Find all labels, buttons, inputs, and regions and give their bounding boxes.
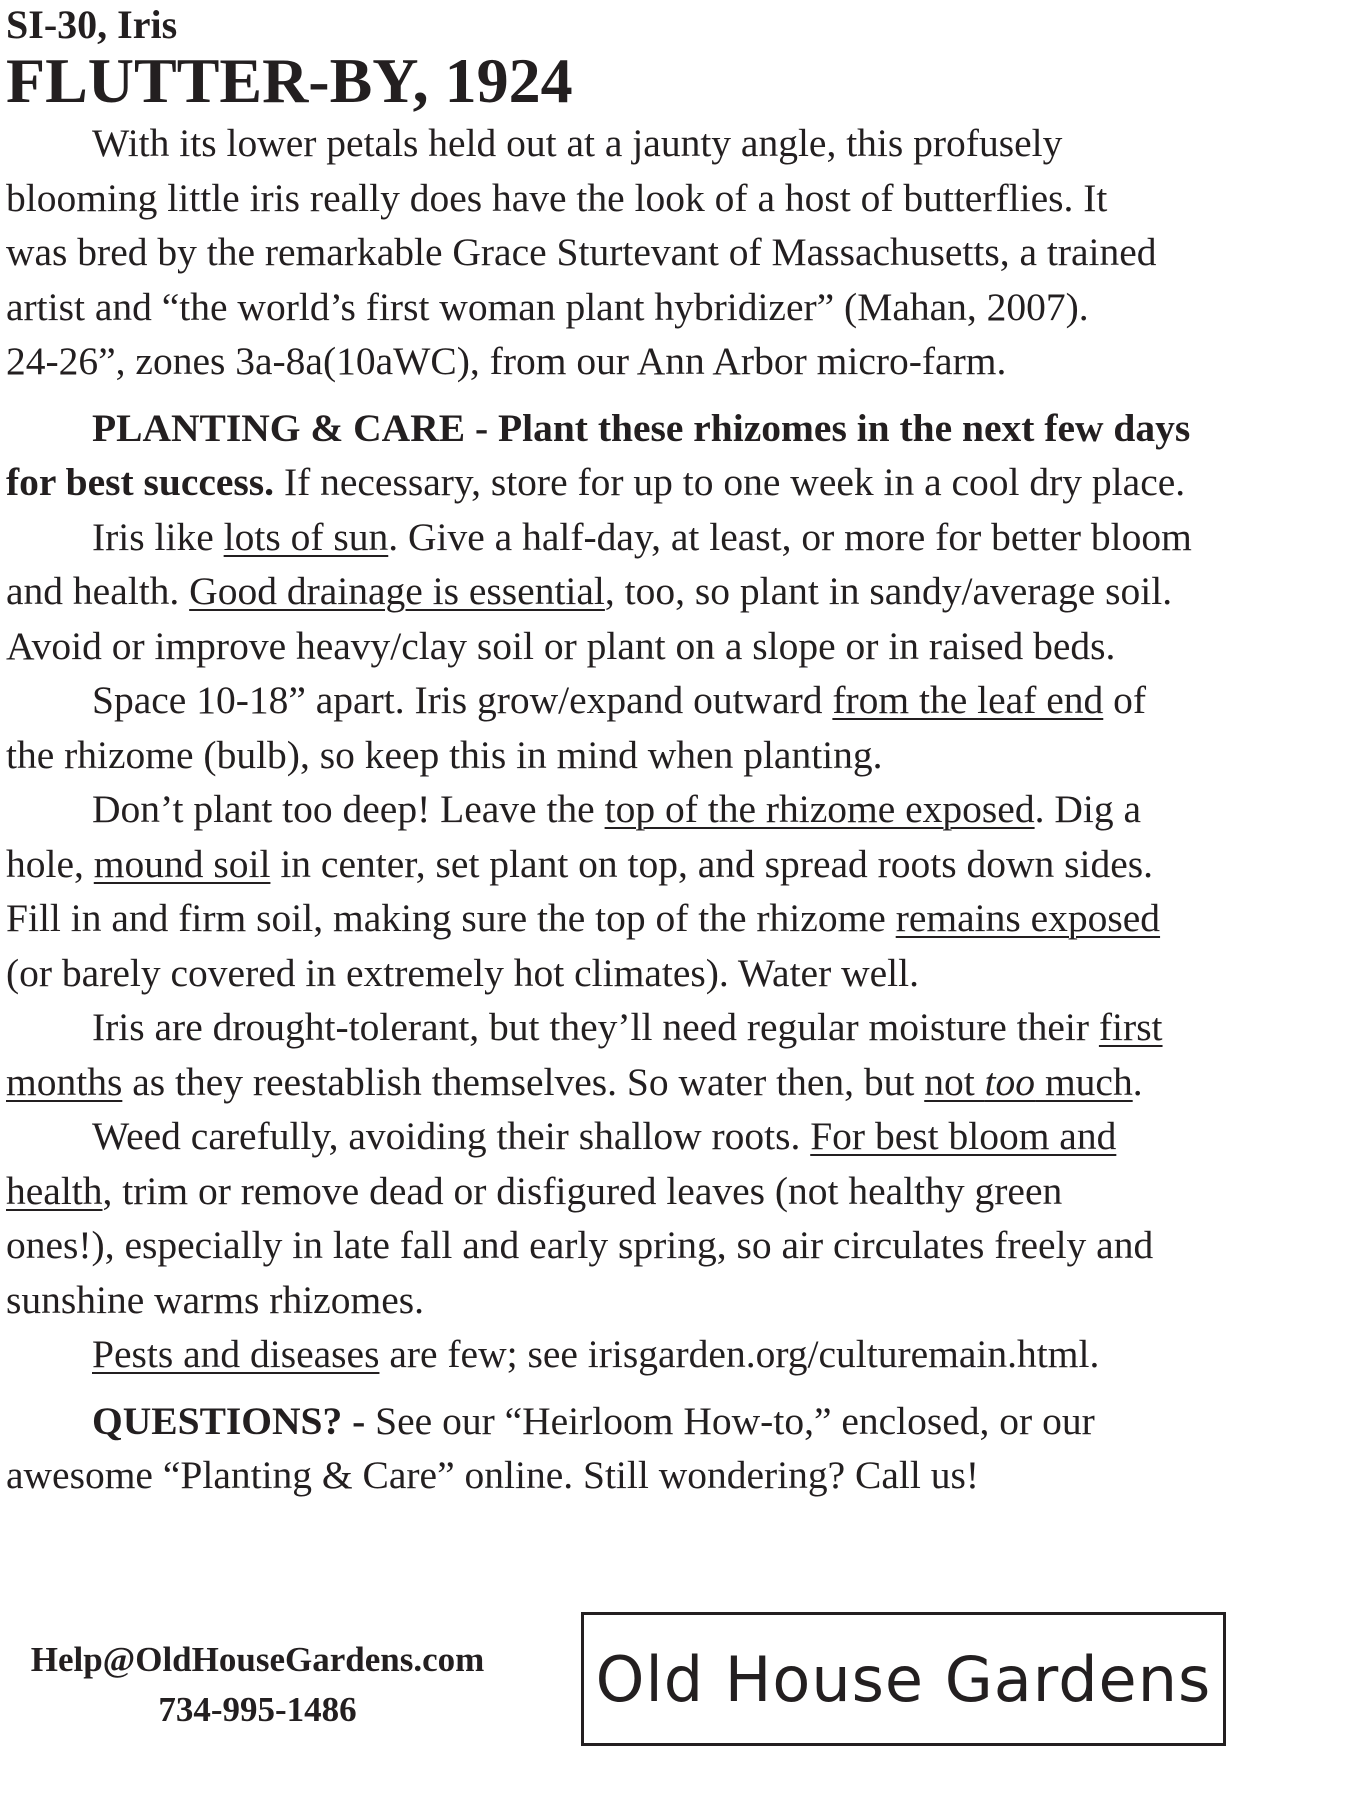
depth-emphasis: mound soil (93, 841, 271, 886)
weed-text: Weed carefully, avoiding their shallow roots. (92, 1114, 811, 1158)
intro-line: was bred by the remarkable Grace Sturtevant of Massachusetts, a trained (6, 230, 1157, 274)
water-line-2 (6, 1055, 1306, 1110)
product-name: FLUTTER-BY, 1924 (6, 45, 573, 116)
space-line (6, 673, 1306, 728)
space-line-2: the rhizome (bulb), so keep this in mind when planting. (6, 732, 883, 777)
weed-emphasis: For best bloom and (810, 1114, 1117, 1158)
space-text: Space 10-18” apart. Iris grow/expand outward (92, 678, 833, 722)
water-text: as they reestablish themselves. So water then, but (122, 1059, 925, 1104)
weed-text: , trim or remove dead or disfigured leaves (not healthy green (102, 1168, 1063, 1213)
depth-emphasis: top of the rhizome exposed (604, 787, 1035, 831)
brand-logo-text: Old House Gardens (595, 1642, 1212, 1716)
depth-text: hole, (6, 841, 94, 886)
space-text: of (1103, 678, 1147, 722)
planting-care-section (6, 401, 1306, 1382)
intro-line: 24-26”, zones 3a-8a(10aWC), from our Ann Arbor micro-farm. (6, 339, 1007, 383)
weed-emphasis: health (6, 1168, 103, 1213)
intro-line: blooming little iris really does have the look of a host of butterflies. It (6, 175, 1108, 220)
planting-heading-cont: for best success. (6, 460, 275, 504)
pests-line (6, 1327, 1306, 1382)
contact-phone: 734-995-1486 (158, 1690, 357, 1729)
questions-section (6, 1394, 1306, 1503)
pests-emphasis: Pests and diseases (92, 1332, 380, 1376)
depth-text: Don’t plant too deep! Leave the (92, 787, 605, 831)
product-code: SI-30, Iris (6, 2, 178, 47)
sun-text: Iris like (92, 514, 224, 559)
weed-line-3: ones!), especially in late fall and early spring, so air circulates freely and (6, 1223, 1154, 1267)
water-line (6, 1000, 1306, 1055)
pests-text: are few; see irisgarden.org/culturemain.html. (379, 1332, 1100, 1376)
contact-email: Help@OldHouseGardens.com (30, 1640, 485, 1679)
drainage-emphasis: Good drainage is essential (189, 569, 605, 613)
weed-line-4: sunshine warms rhizomes. (6, 1277, 424, 1322)
intro-line: artist and “the world’s first woman plant hybridizer” (Mahan, 2007). (6, 284, 1089, 329)
depth-emphasis: remains exposed (895, 896, 1161, 940)
space-emphasis: from the leaf end (832, 678, 1104, 722)
drainage-text: and health. (6, 569, 190, 613)
water-caution-text: not (924, 1059, 985, 1104)
water-emphasis: months (6, 1059, 123, 1104)
contact-info (10, 1635, 505, 1735)
questions-line (6, 1394, 1306, 1449)
water-caution-text: much (1035, 1059, 1133, 1104)
spacer (6, 389, 1306, 401)
planting-line (6, 455, 1306, 510)
questions-label: QUESTIONS? - (92, 1398, 366, 1443)
depth-line-3 (6, 891, 1306, 946)
water-text: . (1132, 1059, 1143, 1104)
planting-heading: PLANTING & CARE - Plant these rhizomes in the next few days (92, 405, 1191, 450)
water-emphasis: first (1098, 1005, 1163, 1049)
instruction-sheet (6, 0, 1306, 1503)
depth-line (6, 782, 1306, 837)
questions-line-2: awesome “Planting & Care” online. Still wondering? Call us! (6, 1453, 980, 1497)
depth-line-2 (6, 837, 1306, 892)
drainage-line (6, 564, 1306, 619)
weed-line-2 (6, 1164, 1306, 1219)
depth-text: in center, set plant on top, and spread roots down sides. (270, 841, 1154, 886)
sun-line (6, 510, 1306, 565)
depth-text: . Dig a (1034, 787, 1142, 831)
spacer (6, 1382, 1306, 1394)
sun-emphasis: lots of sun (223, 514, 389, 559)
intro-paragraph (6, 116, 1306, 389)
soil-line: Avoid or improve heavy/clay soil or plant on a slope or in raised beds. (6, 623, 1116, 668)
questions-text: See our “Heirloom How-to,” enclosed, or our (365, 1398, 1095, 1443)
depth-line-4: (or barely covered in extremely hot climates). Water well. (6, 950, 919, 995)
sun-text: . Give a half-day, at least, or more for better bloom (388, 514, 1192, 559)
drainage-text: , too, so plant in sandy/average soil. (604, 569, 1173, 613)
depth-text: Fill in and firm soil, making sure the top of the rhizome (6, 896, 896, 940)
brand-logo (581, 1612, 1226, 1746)
water-caution (924, 1060, 1132, 1104)
planting-store-text: If necessary, store for up to one week in a cool dry place. (274, 460, 1186, 504)
intro-line: With its lower petals held out at a jaunty angle, this profusely (92, 121, 1063, 165)
water-caution-italic: too (984, 1059, 1036, 1104)
water-text: Iris are drought-tolerant, but they’ll need regular moisture their (92, 1005, 1099, 1049)
weed-line (6, 1109, 1306, 1164)
